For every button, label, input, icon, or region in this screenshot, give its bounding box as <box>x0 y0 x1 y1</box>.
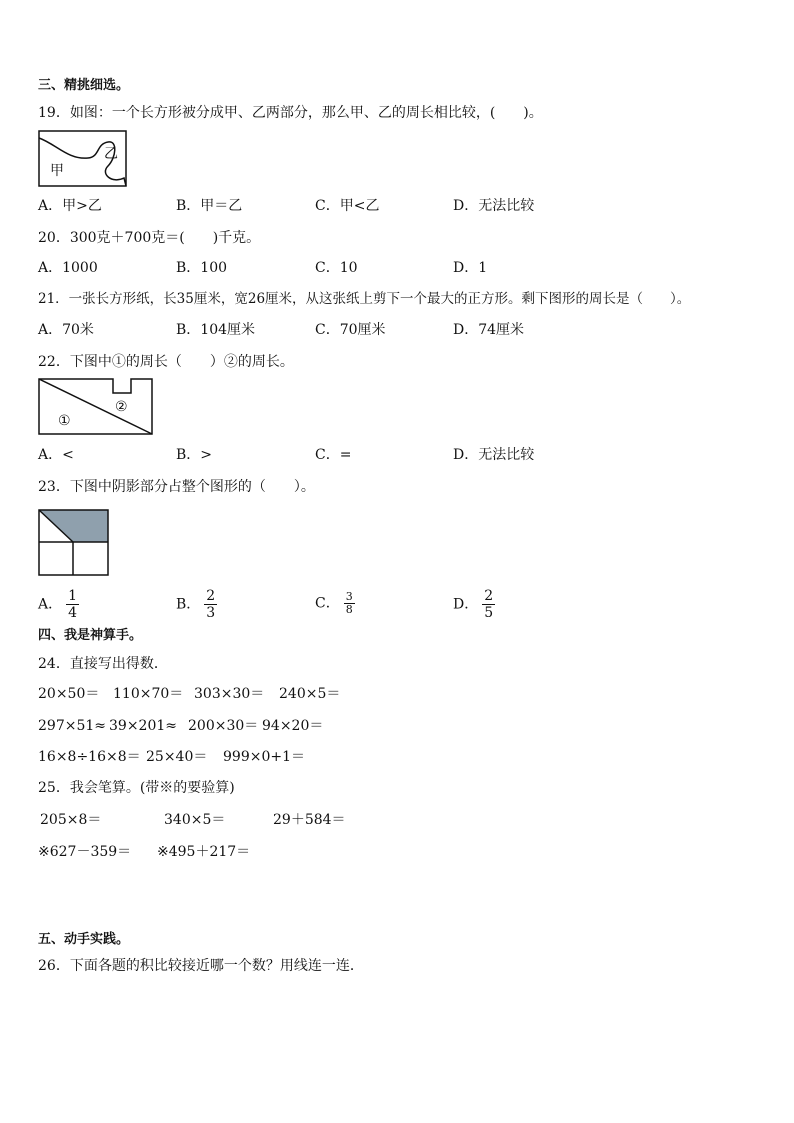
section-title-3: 三、精挑细选。 <box>38 78 130 93</box>
denominator: 4 <box>68 605 78 621</box>
q20-option-a[interactable]: A．1000 <box>38 260 98 276</box>
figure-19-label-left: 甲 <box>50 163 64 179</box>
q21-option-b[interactable]: B．104厘米 <box>176 322 256 338</box>
question-22-text: 22．下图中①的周长（ ）②的周长。 <box>38 354 294 370</box>
q25-item: ※495＋217＝ <box>157 844 251 860</box>
q20-option-d[interactable]: D．1 <box>453 260 488 276</box>
question-22-figure <box>38 378 154 436</box>
numerator: 2 <box>484 588 494 604</box>
q24-item: 240×5＝ <box>279 686 341 702</box>
question-26-text: 26．下面各题的积比较接近哪一个数？用线连一连． <box>38 958 364 974</box>
q23-option-b[interactable] <box>176 588 217 621</box>
question-24-text: 24．直接写出得数． <box>38 656 168 672</box>
numerator: 3 <box>345 590 353 603</box>
figure-19-label-right: 乙 <box>104 146 118 162</box>
q23-option-a-letter: A． <box>38 596 63 613</box>
fraction <box>482 588 495 621</box>
question-23-text: 23．下图中阴影部分占整个图形的（ ）。 <box>38 479 315 495</box>
q24-item: 16×8÷16×8＝ <box>38 749 141 765</box>
figure-22-label-1: ① <box>58 413 71 429</box>
q25-item: 340×5＝ <box>164 812 226 828</box>
q24-item: 39×201≈ <box>109 718 177 734</box>
q22-option-b[interactable]: B．> <box>176 447 213 463</box>
q23-option-b-letter: B． <box>176 596 201 613</box>
question-21-text: 21．一张长方形纸，长35厘米，宽26厘米，从这张纸上剪下一个最大的正方形。剩下图形的周长是（ ）。 <box>38 291 691 307</box>
q24-item: 999×0+1＝ <box>223 749 305 765</box>
q23-option-c-letter: C． <box>315 595 340 612</box>
q21-option-d[interactable]: D．74厘米 <box>453 322 525 338</box>
q25-item: 29＋584＝ <box>273 812 346 828</box>
question-19-figure <box>38 130 128 188</box>
figure-22-label-2: ② <box>115 399 128 415</box>
section-title-4: 四、我是神算手。 <box>38 628 143 643</box>
q22-option-a[interactable]: A．< <box>38 447 74 463</box>
q19-option-d[interactable]: D．无法比较 <box>453 198 535 214</box>
fraction <box>344 591 355 616</box>
q22-option-d[interactable]: D．无法比较 <box>453 447 535 463</box>
q25-item: 205×8＝ <box>40 812 102 828</box>
q25-item: ※627－359＝ <box>38 844 132 860</box>
q21-option-c[interactable]: C．70厘米 <box>315 322 386 338</box>
q24-item: 110×70＝ <box>113 686 184 702</box>
q24-item: 94×20＝ <box>262 718 324 734</box>
section-title-5: 五、动手实践。 <box>38 932 130 947</box>
numerator: 2 <box>206 588 216 604</box>
q23-option-d[interactable] <box>453 588 495 621</box>
q20-option-b[interactable]: B．100 <box>176 260 228 276</box>
question-20-text: 20．300克＋700克＝( )千克。 <box>38 230 261 246</box>
q24-item: 303×30＝ <box>194 686 265 702</box>
q24-item: 200×30＝ <box>188 718 259 734</box>
q23-option-a[interactable] <box>38 588 79 621</box>
denominator: 8 <box>345 603 353 616</box>
q21-option-a[interactable]: A．70米 <box>38 322 94 338</box>
denominator: 3 <box>206 605 216 621</box>
fraction <box>204 588 217 621</box>
q22-option-c[interactable]: C．= <box>315 447 352 463</box>
question-19-text: 19．如图：一个长方形被分成甲、乙两部分，那么甲、乙的周长相比较，( )。 <box>38 105 543 121</box>
q24-item: 25×40＝ <box>146 749 208 765</box>
q19-option-b[interactable]: B．甲＝乙 <box>176 198 243 214</box>
q23-option-c[interactable] <box>315 591 355 616</box>
numerator: 1 <box>68 588 78 604</box>
q19-option-c[interactable]: C．甲<乙 <box>315 198 380 214</box>
denominator: 5 <box>484 605 494 621</box>
q24-item: 297×51≈ <box>38 718 106 734</box>
question-23-figure <box>38 509 110 577</box>
q23-option-d-letter: D． <box>453 596 479 613</box>
question-25-text: 25．我会笔算。(带※的要验算) <box>38 780 235 796</box>
q24-item: 20×50＝ <box>38 686 100 702</box>
q19-option-a[interactable]: A．甲>乙 <box>38 198 102 214</box>
q20-option-c[interactable]: C．10 <box>315 260 358 276</box>
fraction <box>66 588 79 621</box>
